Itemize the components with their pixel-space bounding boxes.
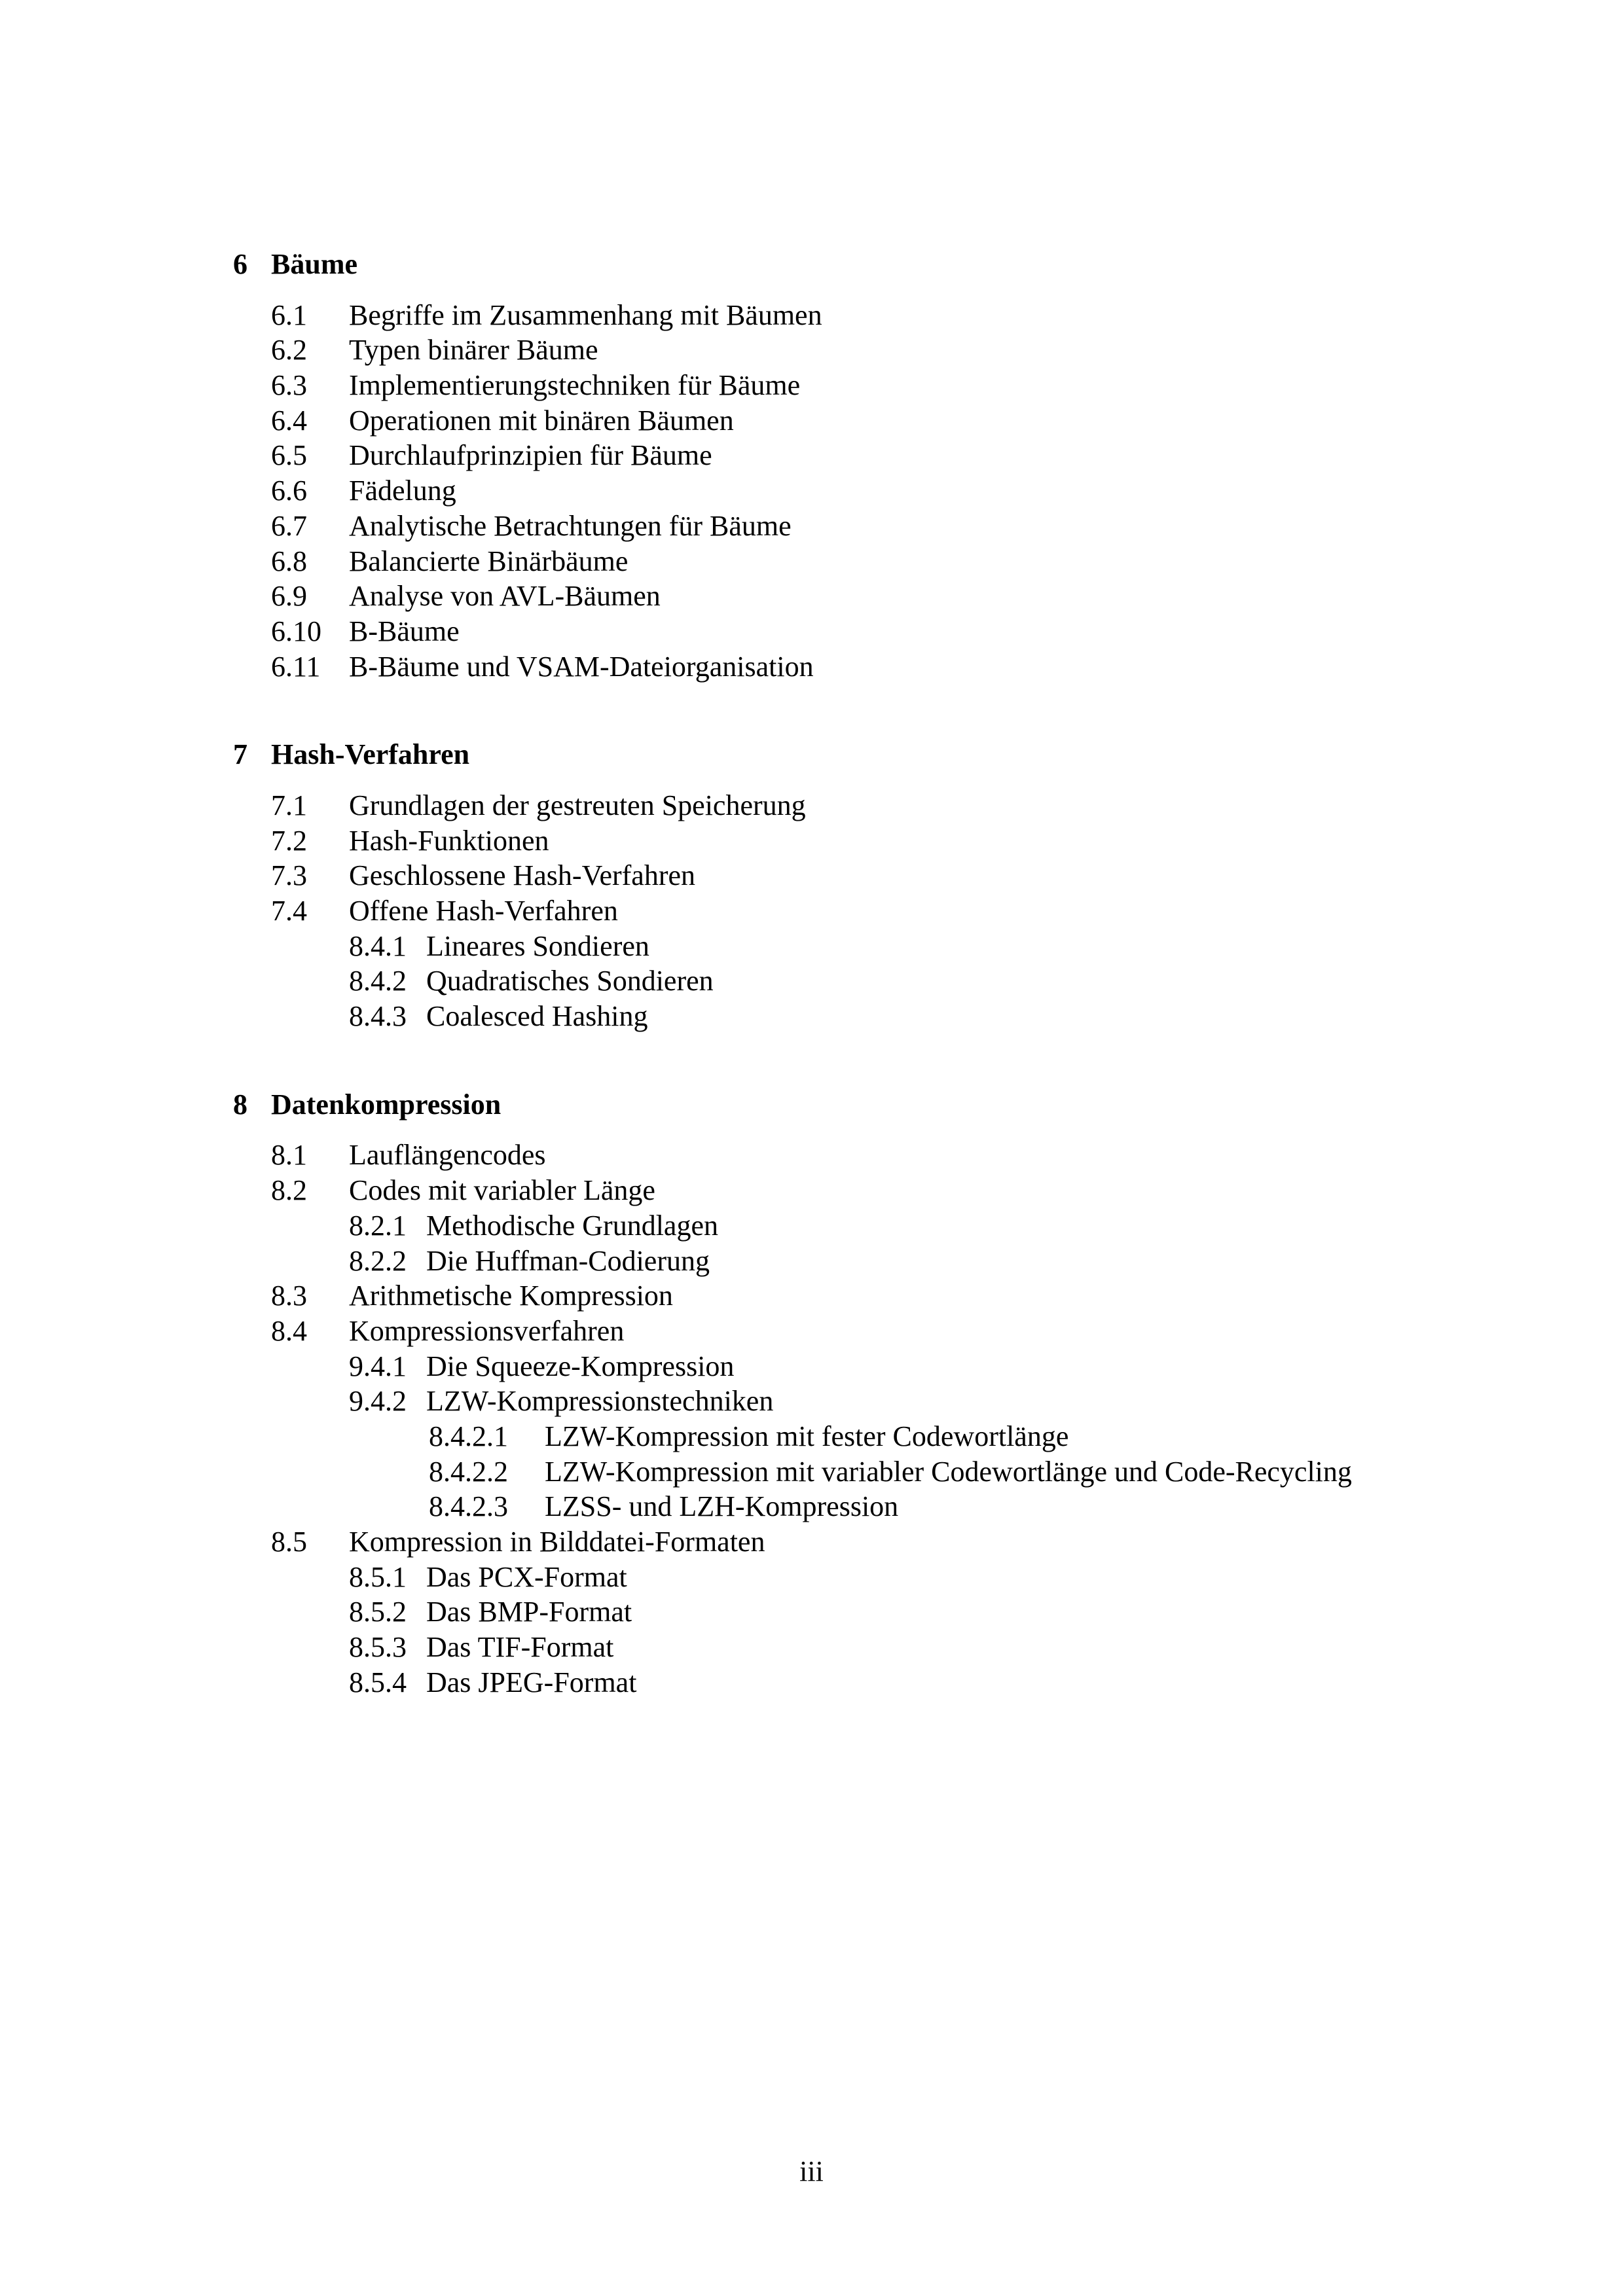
entry-title: Methodische Grundlagen (426, 1209, 718, 1242)
entry-number: 8.1 (271, 1139, 307, 1172)
chapter-number: 7 (233, 738, 247, 771)
toc-entry (0, 1314, 1623, 1349)
entry-number: 8.3 (271, 1280, 307, 1312)
toc-entry (0, 1208, 1623, 1244)
entry-number: 8.4 (271, 1314, 307, 1347)
entry-title: LZW-Kompression mit variabler Codewortlänge und Code-Recycling (545, 1455, 1352, 1488)
toc-entry (0, 1454, 1623, 1490)
entry-number: 9.4.1 (349, 1350, 407, 1382)
entry-title: Codes mit variabler Länge (349, 1174, 655, 1207)
entry-title: LZSS- und LZH-Kompression (545, 1490, 899, 1523)
toc-entry (0, 858, 1623, 893)
chapter-number: 6 (233, 248, 247, 280)
entry-number: 6.10 (271, 615, 321, 647)
entry-number: 7.1 (271, 789, 307, 821)
toc-entry (0, 1665, 1623, 1700)
toc-entry (0, 1630, 1623, 1665)
chapter-heading (0, 1087, 1623, 1122)
entry-number: 8.5.4 (349, 1666, 407, 1698)
entry-title: Lineares Sondieren (426, 929, 649, 962)
toc-entry (0, 963, 1623, 999)
entry-title: Operationen mit binären Bäumen (349, 404, 734, 437)
entry-number: 8.5.2 (349, 1596, 407, 1628)
entry-title: Hash-Funktionen (349, 824, 549, 857)
toc-entry (0, 579, 1623, 614)
toc-entry (0, 1278, 1623, 1314)
entry-number: 6.1 (271, 298, 307, 331)
entry-number: 7.3 (271, 859, 307, 892)
toc-entry (0, 614, 1623, 649)
toc-entry (0, 403, 1623, 439)
entry-number: 6.8 (271, 545, 307, 577)
toc-entry (0, 788, 1623, 823)
entry-number: 8.2.1 (349, 1209, 407, 1242)
entry-title: Geschlossene Hash-Verfahren (349, 859, 696, 892)
entry-number: 6.5 (271, 439, 307, 472)
chapter-title: Datenkompression (271, 1088, 501, 1121)
entry-title: LZW-Kompression mit fester Codewortlänge (545, 1420, 1069, 1452)
entry-number: 9.4.2 (349, 1385, 407, 1418)
entry-number: 6.11 (271, 650, 321, 683)
chapter-title: Hash-Verfahren (271, 738, 470, 771)
toc-entry (0, 298, 1623, 333)
toc-entry (0, 893, 1623, 929)
entry-title: B-Bäume (349, 615, 460, 647)
entry-title: Begriffe im Zusammenhang mit Bäumen (349, 298, 822, 331)
entry-title: Coalesced Hashing (426, 1000, 648, 1033)
entry-number: 8.5.3 (349, 1631, 407, 1664)
entry-number: 8.5.1 (349, 1560, 407, 1593)
toc-entry (0, 649, 1623, 685)
entry-number: 6.4 (271, 404, 307, 437)
entry-title: Implementierungstechniken für Bäume (349, 369, 801, 402)
entry-title: Quadratisches Sondieren (426, 965, 714, 997)
entry-title: Das PCX-Format (426, 1560, 627, 1593)
entry-title: Die Squeeze-Kompression (426, 1350, 735, 1382)
entry-number: 8.4.2 (349, 965, 407, 997)
entry-number: 8.4.2.1 (429, 1420, 508, 1452)
page-number: iii (799, 2155, 824, 2187)
entry-title: Kompression in Bilddatei-Formaten (349, 1526, 765, 1558)
entry-title: Die Huffman-Codierung (426, 1244, 710, 1277)
toc-entry (0, 929, 1623, 964)
entry-number: 8.2 (271, 1174, 307, 1207)
toc-section (0, 247, 1623, 684)
toc-entry (0, 1560, 1623, 1595)
toc-entry (0, 509, 1623, 544)
toc-entry (0, 1419, 1623, 1454)
toc-entry (0, 1384, 1623, 1419)
entry-number: 8.5 (271, 1526, 307, 1558)
entry-title: Lauflängencodes (349, 1139, 546, 1172)
entry-number: 6.7 (271, 509, 307, 542)
entry-title: Offene Hash-Verfahren (349, 895, 618, 927)
entry-title: Das JPEG-Format (426, 1666, 637, 1698)
toc-entry (0, 1594, 1623, 1630)
entry-title: Durchlaufprinzipien für Bäume (349, 439, 712, 472)
chapter-heading (0, 247, 1623, 282)
entry-number: 8.4.2.2 (429, 1455, 508, 1488)
entry-number: 8.4.1 (349, 929, 407, 962)
entry-number: 6.3 (271, 369, 307, 402)
entry-title: LZW-Kompressionstechniken (426, 1385, 774, 1418)
entry-title: Das BMP-Format (426, 1596, 632, 1628)
toc-section (0, 737, 1623, 1034)
entry-number: 8.2.2 (349, 1244, 407, 1277)
entry-title: Typen binärer Bäume (349, 334, 598, 367)
entry-title: Das TIF-Format (426, 1631, 614, 1664)
entry-title: Balancierte Binärbäume (349, 545, 629, 577)
toc-entry (0, 1349, 1623, 1384)
toc-section (0, 1087, 1623, 1700)
toc-entry (0, 1524, 1623, 1560)
entry-number: 7.2 (271, 824, 307, 857)
entry-number: 8.4.3 (349, 1000, 407, 1033)
toc-entry (0, 368, 1623, 403)
entry-number: 6.9 (271, 580, 307, 613)
entry-title: Arithmetische Kompression (349, 1280, 673, 1312)
table-of-contents (0, 247, 1623, 1753)
toc-entry (0, 1173, 1623, 1208)
toc-entry (0, 332, 1623, 368)
toc-entry (0, 823, 1623, 859)
entry-title: Analytische Betrachtungen für Bäume (349, 509, 792, 542)
entry-title: Grundlagen der gestreuten Speicherung (349, 789, 806, 821)
chapter-title: Bäume (271, 248, 357, 280)
toc-entry (0, 1138, 1623, 1173)
toc-entry (0, 473, 1623, 509)
toc-entry (0, 999, 1623, 1034)
entry-title: B-Bäume und VSAM-Dateiorganisation (349, 650, 814, 683)
toc-entry (0, 1489, 1623, 1524)
toc-entry (0, 544, 1623, 579)
entry-title: Fädelung (349, 475, 456, 507)
toc-entry (0, 1244, 1623, 1279)
entry-number: 7.4 (271, 895, 307, 927)
entry-number: 8.4.2.3 (429, 1490, 508, 1523)
chapter-number: 8 (233, 1088, 247, 1121)
chapter-heading (0, 737, 1623, 772)
entry-title: Kompressionsverfahren (349, 1314, 625, 1347)
entry-number: 6.2 (271, 334, 307, 367)
toc-entry (0, 438, 1623, 473)
entry-title: Analyse von AVL-Bäumen (349, 580, 661, 613)
entry-number: 6.6 (271, 475, 307, 507)
